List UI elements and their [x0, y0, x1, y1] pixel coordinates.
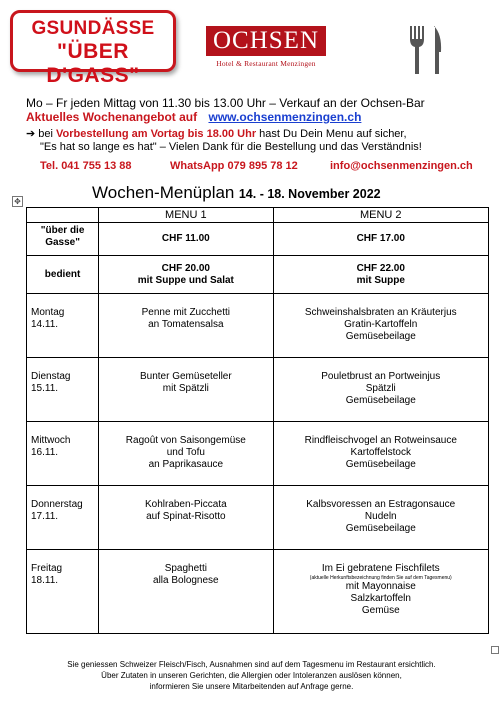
day-date: 17.11.: [31, 511, 59, 522]
table-header-row: [27, 208, 489, 223]
day-name: Donnerstag: [31, 499, 83, 510]
price-row-served: [27, 256, 489, 294]
arrow-right-icon: ➔: [26, 128, 39, 140]
website-link[interactable]: www.ochsenmenzingen.ch: [208, 110, 362, 124]
price-menu-1: CHF 20.00 mit Suppe und Salat: [99, 256, 273, 294]
day-cell: [27, 358, 99, 422]
page-title: [92, 183, 381, 203]
day-menu-2: Rindfleischvogel an Rotweinsauce Kartoffelstock Gemüsebeilage: [273, 422, 488, 486]
phone-number[interactable]: Tel. 041 755 13 88: [40, 160, 132, 172]
price-row-takeaway: [27, 223, 489, 256]
day-menu-2-rest: mit Mayonnaise Salzkartoffeln Gemüse: [345, 581, 416, 616]
day-name: Freitag: [31, 563, 63, 574]
weekly-offer-line: [26, 110, 361, 124]
price-menu-1: CHF 11.00: [99, 223, 273, 256]
stamp-line-1: GSUNDÄSSE: [31, 18, 155, 39]
preorder-line: [26, 127, 407, 141]
day-row-friday: [27, 550, 489, 634]
footer-line-3: informieren Sie unsere Mitarbeitenden auf Anfrage gerne.: [149, 682, 354, 691]
day-menu-1: Bunter Gemüseteller mit Spätzli: [99, 358, 273, 422]
header-menu-2: MENU 2: [273, 208, 488, 223]
fork-knife-icon: [404, 24, 448, 76]
price-label: "über die Gasse": [27, 223, 99, 256]
price-menu-2: CHF 22.00 mit Suppe: [273, 256, 488, 294]
preorder-suffix: hast Du Dein Menu auf sicher,: [256, 128, 407, 140]
opening-hours: Mo – Fr jeden Mittag von 11.30 bis 13.00 Uhr – Verkauf an der Ochsen-Bar: [26, 96, 425, 110]
preorder-prefix: bei: [38, 128, 57, 140]
email-address[interactable]: info@ochsenmenzingen.ch: [330, 160, 473, 172]
day-cell: [27, 422, 99, 486]
price-label: bedient: [27, 256, 99, 294]
day-menu-1: Ragoût von Saisongemüse und Tofu an Paprikasauce: [99, 422, 273, 486]
day-date: 14.11.: [31, 319, 59, 330]
day-date: 18.11.: [31, 575, 59, 586]
table-move-handle-icon[interactable]: ✥: [12, 196, 23, 207]
weekly-offer-label: Aktuelles Wochenangebot auf: [26, 110, 198, 124]
day-name: Montag: [31, 307, 65, 318]
day-date: 15.11.: [31, 383, 59, 394]
day-menu-1: Spaghetti alla Bolognese: [99, 550, 273, 634]
origin-note: (aktuelle Herkunftsbezeichnung finden Sie auf dem Tagesmenu): [309, 575, 452, 581]
ochsen-logo: [206, 26, 326, 70]
day-date: 16.11.: [31, 447, 59, 458]
day-menu-2: [273, 550, 488, 634]
preorder-line-2: "Es hat so lange es hat" – Vielen Dank für die Bestellung und das Verständnis!: [40, 141, 422, 153]
logo-subtitle: Hotel & Restaurant Menzingen: [216, 59, 316, 68]
header-menu-1: MENU 1: [99, 208, 273, 223]
whatsapp-number[interactable]: WhatsApp 079 895 78 12: [170, 160, 298, 172]
header-empty: [27, 208, 99, 223]
day-name: Dienstag: [31, 371, 71, 382]
table-resize-handle[interactable]: [491, 646, 499, 654]
day-menu-1: Penne mit Zucchetti an Tomatensalsa: [99, 294, 273, 358]
day-cell: [27, 294, 99, 358]
price-menu-2: CHF 17.00: [273, 223, 488, 256]
day-menu-2-title: Im Ei gebratene Fischfilets: [321, 563, 440, 574]
day-menu-2: Pouletbrust an Portweinjus Spätzli Gemüsebeilage: [273, 358, 488, 422]
day-row-wednesday: [27, 422, 489, 486]
day-name: Mittwoch: [31, 435, 71, 446]
day-menu-2: Schweinshalsbraten an Kräuterjus Gratin-Kartoffeln Gemüsebeilage: [273, 294, 488, 358]
day-menu-2: Kalbsvoressen an Estragonsauce Nudeln Gemüsebeilage: [273, 486, 488, 550]
day-cell: [27, 550, 99, 634]
title-dates: 14. - 18. November 2022: [238, 187, 381, 201]
day-menu-1: Kohlraben-Piccata auf Spinat-Risotto: [99, 486, 273, 550]
gsundaesse-stamp: [10, 10, 176, 87]
title-main: Wochen-Menüplan: [92, 183, 235, 202]
day-row-monday: [27, 294, 489, 358]
menu-table: [26, 207, 489, 634]
logo-name: OCHSEN: [206, 26, 326, 56]
preorder-highlight: Vorbestellung am Vortag bis 18.00 Uhr: [56, 128, 257, 140]
footer-line-1: Sie geniessen Schweizer Fleisch/Fisch, Ausnahmen sind auf dem Tagesmenu im Restaurant ersichtlich.: [67, 660, 436, 669]
allergy-footer: [20, 659, 483, 692]
day-cell: [27, 486, 99, 550]
day-row-thursday: [27, 486, 489, 550]
footer-line-2: Über Zutaten in unseren Gerichten, die Allergien oder Intoleranzen auslösen können,: [101, 671, 402, 680]
stamp-line-2: "ÜBER D'GASS": [46, 40, 140, 87]
contact-line: [40, 160, 480, 174]
day-row-tuesday: [27, 358, 489, 422]
